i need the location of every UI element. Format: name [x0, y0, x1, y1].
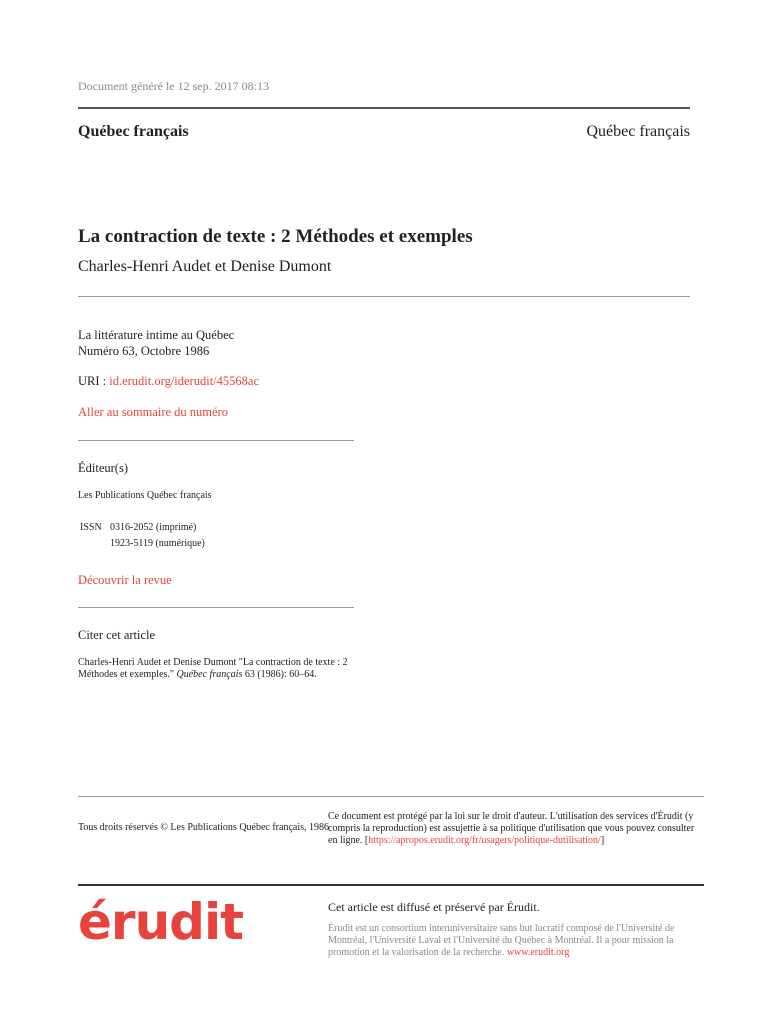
editor-heading: Éditeur(s) — [78, 461, 128, 475]
erudit-logo: érudit — [78, 893, 243, 951]
rights-notice: Tous droits réservés © Les Publications Québec français, 1986 — [78, 822, 330, 833]
divider — [78, 796, 704, 797]
citation-main: Charles-Henri Audet et Denise Dumont "La contraction de texte : 2 Méthodes et exemples." — [78, 657, 348, 680]
divider — [78, 884, 704, 886]
issue-summary-link[interactable]: Aller au sommaire du numéro — [78, 405, 228, 419]
article-authors: Charles-Henri Audet et Denise Dumont — [78, 258, 332, 275]
issn-digital: 1923-5119 (numérique) — [110, 538, 205, 549]
divider — [78, 607, 354, 608]
usage-policy-link[interactable]: https://apropos.erudit.org/fr/usagers/politique-dutilisation/ — [368, 835, 601, 846]
publisher-name: Les Publications Québec français — [78, 490, 212, 501]
divider — [78, 440, 354, 441]
discover-journal-link[interactable]: Découvrir la revue — [78, 573, 172, 587]
uri-line — [78, 374, 259, 389]
issue-number: Numéro 63, Octobre 1986 — [78, 344, 210, 358]
uri-label: URI : — [78, 374, 110, 388]
journal-name-right: Québec français — [586, 123, 690, 140]
diffusion-statement: Cet article est diffusé et préservé par Érudit. — [328, 900, 540, 914]
copyright-notice — [328, 811, 702, 847]
citation-text — [78, 657, 356, 681]
issn-label: ISSN — [80, 522, 102, 533]
issue-title: La littérature intime au Québec — [78, 328, 235, 342]
article-title: La contraction de texte : 2 Méthodes et exemples — [78, 226, 473, 247]
consortium-text: Érudit est un consortium interuniversitaire sans but lucratif composé de l'Université de Montréal, l'Université Laval et l'Université du Québec à Montréal. Il a pour mission la promotion et la valorisation de la recherche. — [328, 923, 675, 958]
cite-heading: Citer cet article — [78, 628, 156, 642]
uri-link[interactable]: id.erudit.org/iderudit/45568ac — [109, 374, 259, 388]
citation-pages: 63 (1986): 60–64. — [242, 669, 317, 680]
divider — [78, 107, 690, 109]
consortium-description — [328, 923, 706, 959]
notice-end: ] — [600, 835, 605, 846]
erudit-website-link[interactable]: www.erudit.org — [506, 947, 570, 958]
citation-journal: Québec français — [176, 669, 243, 680]
issn-print: 0316-2052 (imprimé) — [110, 522, 197, 533]
divider — [78, 296, 690, 297]
journal-name: Québec français — [78, 123, 189, 140]
notice-text: Ce document est protégé par la loi sur le droit d'auteur. L'utilisation des services d'Érudit (y compris la reproduction) est assujettie à sa politique d'utilisation que vous pouvez consulter en ligne. [ — [328, 811, 695, 846]
generated-date: Document généré le 12 sep. 2017 08:13 — [78, 79, 269, 93]
